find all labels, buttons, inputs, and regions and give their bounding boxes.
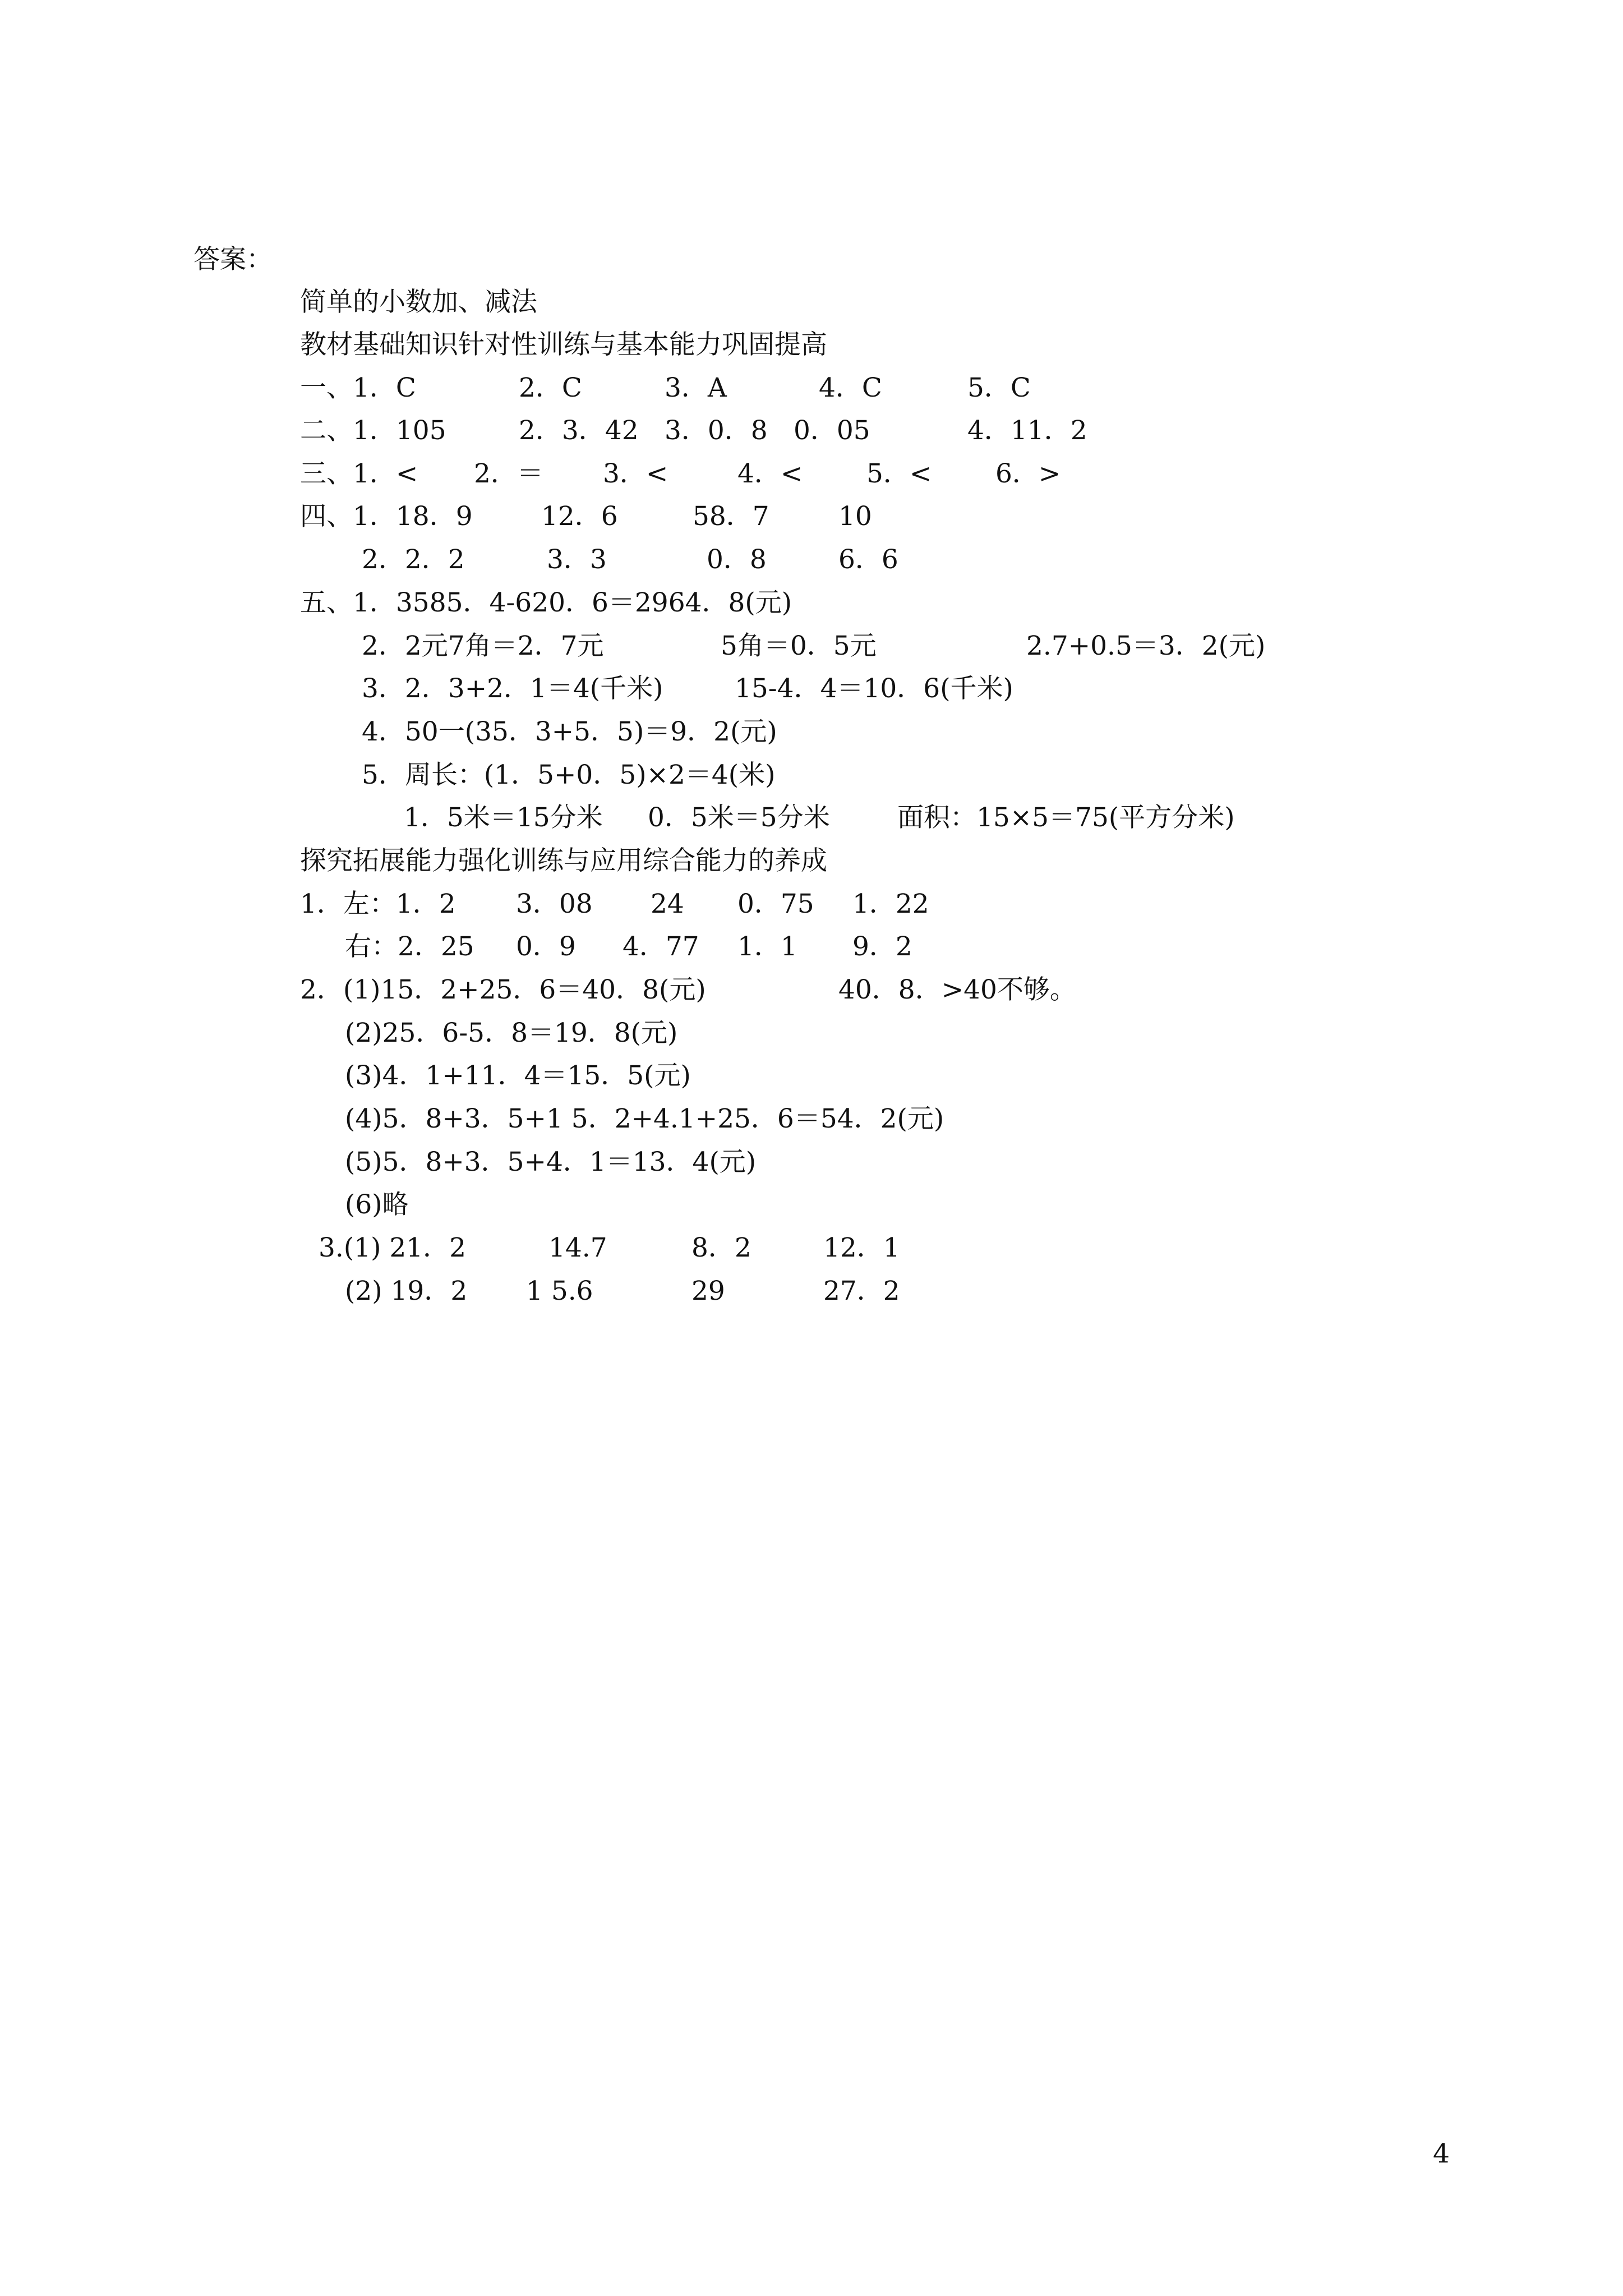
- answer-row: 三、1．< 2．＝ 3．< 4．< 5．< 6．>: [300, 458, 1061, 489]
- answer-row: 五、1．3585．4-620．6＝2964．8(元): [300, 587, 792, 618]
- answer-row: 右：2．25 0．9 4．77 1．1 9．2: [345, 931, 912, 962]
- part2-heading: 探究拓展能力强化训练与应用综合能力的养成: [300, 845, 827, 876]
- answer-row: 2．2元7角＝2．7元 5角＝0．5元 2.7+0.5＝3．2(元): [362, 631, 1266, 661]
- answer-row: 一、1．C 2．C 3．A 4．C 5．C: [300, 372, 1031, 403]
- section-title: 简单的小数加、减法: [300, 287, 537, 318]
- answer-row: 3．2．3+2．1＝4(千米) 15-4．4＝10．6(千米): [362, 673, 1013, 704]
- answer-row: 3.(1) 21．2 14.7 8．2 12．1: [319, 1232, 900, 1263]
- answer-row: 2．2．2 3．3 0．8 6．6: [362, 544, 898, 575]
- answer-row: 二、1．105 2．3．42 3．0．8 0．05 4．11．2: [300, 415, 1087, 446]
- part1-heading: 教材基础知识针对性训练与基本能力巩固提高: [300, 329, 827, 360]
- answer-row: (4)5．8+3．5+1 5．2+4.1+25．6＝54．2(元): [345, 1103, 944, 1134]
- answer-row: 四、1．18．9 12．6 58．7 10: [300, 501, 872, 532]
- answer-row: 1．左：1．2 3．08 24 0．75 1．22: [300, 889, 929, 919]
- answer-row: 5．周长：(1．5+0．5)×2＝4(米): [362, 760, 776, 790]
- answer-row: (6)略: [345, 1189, 409, 1220]
- page-number: 4: [1433, 2138, 1450, 2169]
- answer-row: (2)25．6-5．8＝19．8(元): [345, 1018, 678, 1048]
- answer-row: (2) 19．2 1 5.6 29 27．2: [345, 1276, 900, 1306]
- answer-row: (5)5．8+3．5+4．1＝13．4(元): [345, 1147, 757, 1177]
- answer-row: (3)4．1+11．4＝15．5(元): [345, 1060, 691, 1091]
- answer-header: 答案：: [193, 244, 273, 275]
- answer-row: 2．(1)15．2+25．6＝40．8(元) 40．8．>40不够。: [300, 974, 1076, 1005]
- answer-row: 4．50一(35．3+5．5)＝9．2(元): [362, 716, 777, 747]
- answer-row: 1．5米＝15分米 0．5米＝5分米 面积：15×5＝75(平方分米): [404, 802, 1235, 833]
